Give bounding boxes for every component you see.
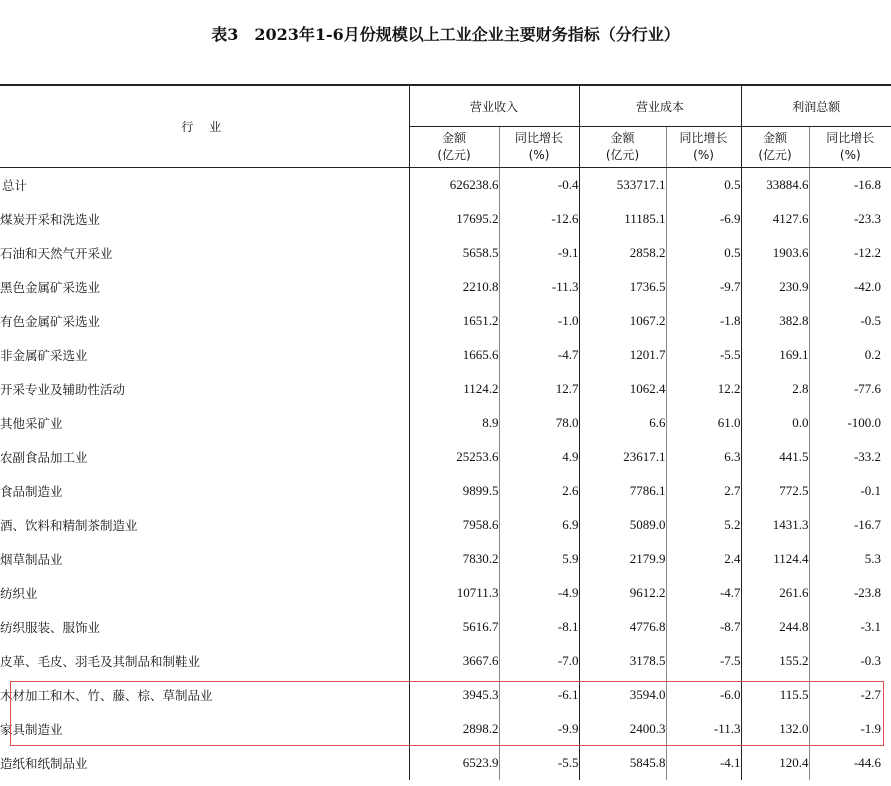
cost-growth: 0.5 xyxy=(666,236,741,270)
revenue-growth-header: 同比增长 (%) xyxy=(499,127,579,168)
cost-growth: 12.2 xyxy=(666,372,741,406)
cost-amount: 7786.1 xyxy=(579,474,666,508)
cost-growth: -9.7 xyxy=(666,270,741,304)
revenue-growth: -5.5 xyxy=(499,746,579,780)
profit-amount: 115.5 xyxy=(741,678,809,712)
cost-growth: -4.7 xyxy=(666,576,741,610)
cost-amount: 2179.9 xyxy=(579,542,666,576)
industry-name: 开采专业及辅助性活动 xyxy=(0,382,126,397)
table-title: 表3 2023年1-6月份规模以上工业企业主要财务指标（分行业） xyxy=(211,25,680,44)
industry-name: 黑色金属矿采选业 xyxy=(0,280,101,295)
revenue-growth: 5.9 xyxy=(499,542,579,576)
profit-amount: 1903.6 xyxy=(741,236,809,270)
revenue-amount: 5658.5 xyxy=(409,236,499,270)
revenue-growth: -0.4 xyxy=(499,168,579,203)
profit-growth: -23.8 xyxy=(809,576,891,610)
profit-amount: 4127.6 xyxy=(741,202,809,236)
profit-amount: 230.9 xyxy=(741,270,809,304)
revenue-growth: -4.7 xyxy=(499,338,579,372)
profit-amount: 0.0 xyxy=(741,406,809,440)
cost-growth: -4.1 xyxy=(666,746,741,780)
cost-amount: 3178.5 xyxy=(579,644,666,678)
cost-amount: 5089.0 xyxy=(579,508,666,542)
table-row xyxy=(0,576,891,610)
revenue-growth: -8.1 xyxy=(499,610,579,644)
cost-amount: 1201.7 xyxy=(579,338,666,372)
revenue-amount: 8.9 xyxy=(409,406,499,440)
profit-growth-header: 同比增长 (%) xyxy=(809,127,891,168)
profit-amount: 772.5 xyxy=(741,474,809,508)
industry-name: 煤炭开采和洗选业 xyxy=(0,212,101,227)
cost-amount-header: 金额 (亿元) xyxy=(579,127,666,168)
profit-growth: -42.0 xyxy=(809,270,891,304)
cost-amount: 533717.1 xyxy=(579,168,666,203)
cost-amount: 23617.1 xyxy=(579,440,666,474)
industry-header: 行 业 xyxy=(0,86,409,168)
revenue-amount: 9899.5 xyxy=(409,474,499,508)
revenue-amount: 3945.3 xyxy=(409,678,499,712)
profit-amount-header: 金额 (亿元) xyxy=(741,127,809,168)
profit-header: 利润总额 xyxy=(741,86,891,127)
profit-growth: 5.3 xyxy=(809,542,891,576)
cost-growth: -1.8 xyxy=(666,304,741,338)
cost-growth: -5.5 xyxy=(666,338,741,372)
profit-amount: 169.1 xyxy=(741,338,809,372)
revenue-growth: -6.1 xyxy=(499,678,579,712)
revenue-growth: -11.3 xyxy=(499,270,579,304)
profit-growth: -77.6 xyxy=(809,372,891,406)
revenue-amount: 7958.6 xyxy=(409,508,499,542)
cost-amount: 5845.8 xyxy=(579,746,666,780)
profit-growth: -33.2 xyxy=(809,440,891,474)
revenue-amount-header: 金额 (亿元) xyxy=(409,127,499,168)
industry-name: 木材加工和木、竹、藤、棕、草制品业 xyxy=(0,688,213,703)
cost-growth-header: 同比增长 (%) xyxy=(666,127,741,168)
revenue-growth: 78.0 xyxy=(499,406,579,440)
table-row xyxy=(0,678,891,712)
revenue-growth: 4.9 xyxy=(499,440,579,474)
cost-growth: 0.5 xyxy=(666,168,741,203)
cost-amount: 1736.5 xyxy=(579,270,666,304)
revenue-growth: -1.0 xyxy=(499,304,579,338)
table-row xyxy=(0,168,891,203)
profit-growth: -3.1 xyxy=(809,610,891,644)
profit-amount: 155.2 xyxy=(741,644,809,678)
cost-growth: -7.5 xyxy=(666,644,741,678)
cost-amount: 6.6 xyxy=(579,406,666,440)
revenue-header: 营业收入 xyxy=(409,86,579,127)
industry-name: 纺织服装、服饰业 xyxy=(0,620,101,635)
industry-name: 皮革、毛皮、羽毛及其制品和制鞋业 xyxy=(0,654,201,669)
industry-name: 农副食品加工业 xyxy=(0,450,88,465)
table-body xyxy=(0,168,891,781)
revenue-growth: 6.9 xyxy=(499,508,579,542)
profit-amount: 120.4 xyxy=(741,746,809,780)
cost-amount: 2858.2 xyxy=(579,236,666,270)
revenue-amount: 1665.6 xyxy=(409,338,499,372)
industry-name: 石油和天然气开采业 xyxy=(0,246,113,261)
revenue-amount: 3667.6 xyxy=(409,644,499,678)
table-row xyxy=(0,202,891,236)
industry-name: 食品制造业 xyxy=(0,484,63,499)
industry-name: 造纸和纸制品业 xyxy=(0,756,88,771)
profit-amount: 1124.4 xyxy=(741,542,809,576)
cost-amount: 11185.1 xyxy=(579,202,666,236)
profit-amount: 382.8 xyxy=(741,304,809,338)
table-row xyxy=(0,508,891,542)
revenue-amount: 1124.2 xyxy=(409,372,499,406)
profit-growth: -1.9 xyxy=(809,712,891,746)
table-row xyxy=(0,440,891,474)
cost-header: 营业成本 xyxy=(579,86,741,127)
revenue-amount: 7830.2 xyxy=(409,542,499,576)
table-row xyxy=(0,474,891,508)
profit-growth: -100.0 xyxy=(809,406,891,440)
profit-amount: 441.5 xyxy=(741,440,809,474)
industry-name: 非金属矿采选业 xyxy=(0,348,88,363)
revenue-growth: 12.7 xyxy=(499,372,579,406)
table-row xyxy=(0,304,891,338)
revenue-amount: 626238.6 xyxy=(409,168,499,203)
profit-growth: -2.7 xyxy=(809,678,891,712)
profit-growth: -0.1 xyxy=(809,474,891,508)
profit-growth: -12.2 xyxy=(809,236,891,270)
revenue-amount: 5616.7 xyxy=(409,610,499,644)
cost-amount: 1062.4 xyxy=(579,372,666,406)
revenue-amount: 1651.2 xyxy=(409,304,499,338)
table-row xyxy=(0,338,891,372)
table-row xyxy=(0,406,891,440)
profit-growth: -23.3 xyxy=(809,202,891,236)
cost-growth: 5.2 xyxy=(666,508,741,542)
financial-indicators-table xyxy=(0,86,891,780)
revenue-amount: 25253.6 xyxy=(409,440,499,474)
revenue-growth: -12.6 xyxy=(499,202,579,236)
profit-growth: -0.3 xyxy=(809,644,891,678)
industry-name: 酒、饮料和精制茶制造业 xyxy=(0,518,138,533)
cost-growth: -8.7 xyxy=(666,610,741,644)
profit-amount: 132.0 xyxy=(741,712,809,746)
profit-growth: -16.8 xyxy=(809,168,891,203)
profit-amount: 1431.3 xyxy=(741,508,809,542)
revenue-amount: 17695.2 xyxy=(409,202,499,236)
table-row xyxy=(0,610,891,644)
revenue-amount: 10711.3 xyxy=(409,576,499,610)
cost-amount: 3594.0 xyxy=(579,678,666,712)
revenue-growth: 2.6 xyxy=(499,474,579,508)
revenue-growth: -9.9 xyxy=(499,712,579,746)
industry-name: 烟草制品业 xyxy=(0,552,63,567)
profit-amount: 261.6 xyxy=(741,576,809,610)
table-row xyxy=(0,372,891,406)
industry-name: 有色金属矿采选业 xyxy=(0,314,101,329)
profit-growth: -16.7 xyxy=(809,508,891,542)
profit-growth: -0.5 xyxy=(809,304,891,338)
industry-name: 总计 xyxy=(2,178,28,193)
revenue-amount: 2898.2 xyxy=(409,712,499,746)
cost-growth: 2.4 xyxy=(666,542,741,576)
industry-name: 其他采矿业 xyxy=(0,416,63,431)
industry-name: 纺织业 xyxy=(0,586,38,601)
industry-name: 家具制造业 xyxy=(0,722,63,737)
cost-growth: 2.7 xyxy=(666,474,741,508)
table-row xyxy=(0,542,891,576)
table-row xyxy=(0,236,891,270)
table-row xyxy=(0,270,891,304)
revenue-growth: -7.0 xyxy=(499,644,579,678)
profit-growth: -44.6 xyxy=(809,746,891,780)
profit-growth: 0.2 xyxy=(809,338,891,372)
cost-growth: -6.9 xyxy=(666,202,741,236)
cost-growth: -11.3 xyxy=(666,712,741,746)
cost-growth: 61.0 xyxy=(666,406,741,440)
table-row xyxy=(0,746,891,780)
cost-amount: 9612.2 xyxy=(579,576,666,610)
revenue-amount: 6523.9 xyxy=(409,746,499,780)
table-row xyxy=(0,644,891,678)
profit-amount: 33884.6 xyxy=(741,168,809,203)
revenue-amount: 2210.8 xyxy=(409,270,499,304)
cost-amount: 2400.3 xyxy=(579,712,666,746)
revenue-growth: -4.9 xyxy=(499,576,579,610)
cost-amount: 1067.2 xyxy=(579,304,666,338)
cost-growth: 6.3 xyxy=(666,440,741,474)
profit-amount: 244.8 xyxy=(741,610,809,644)
cost-growth: -6.0 xyxy=(666,678,741,712)
revenue-growth: -9.1 xyxy=(499,236,579,270)
table-row xyxy=(0,712,891,746)
cost-amount: 4776.8 xyxy=(579,610,666,644)
profit-amount: 2.8 xyxy=(741,372,809,406)
